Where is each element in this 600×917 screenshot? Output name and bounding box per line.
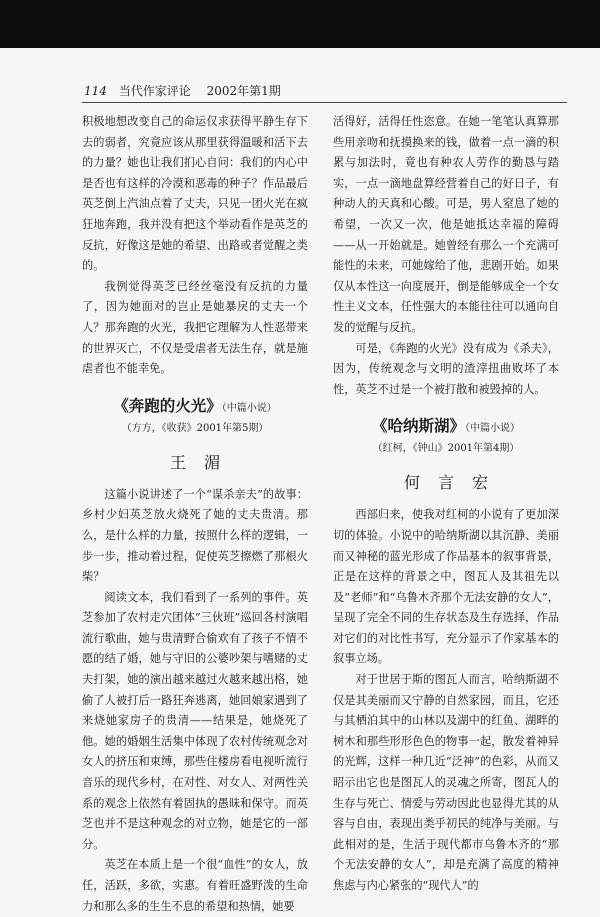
paragraph: 英芝在本质上是一个很“血性”的女人，放任，活跃，多欲，实惠。有着旺盛野泼的生命力和那么多的生生不息的希望和热情，她要 [82,858,308,913]
paragraph: 活得好，活得任性恣意。在她一笔笔认真算那些用亲吻和抚摸换来的钱，做着一点一滴的积累与加法时，竟也有种农人劳作的勤恳与踏实，一点一滴地盘算经营着自己的好日子，有种动人的天真和心酸。可是，男人窒息了她的希望，一次又一次，他是她抵达幸福的障碍——从一开始就是。她曾经有那么一个充满可能性的未来，可她嫁给了他，悲剧开始。如果仅从本性这一向度展开，倒是能够成全一个女性主义文本，任性强大的本能往往可以通向自发的觉醒与反抗。 [333,115,559,334]
article-genre: （中篇小说） [221,402,277,414]
page-number: 114 [84,84,107,98]
left-column [82,112,308,917]
issue-label: 2002年第1期 [206,84,281,98]
article-source: （红柯，《钟山》2001年第4期） [372,443,520,455]
right-column [333,112,559,897]
article-title-block [333,414,559,436]
journal-title: 当代作家评论 [118,84,191,98]
paragraph: 阅读文本，我们看到了一系列的事件。英芝参加了农村走穴团体“三伙班”巡回各村演唱流行歌曲，她与贵清野合偷欢有了孩子不情不愿的结了婚，她与守旧的公婆吵架与嗜赌的丈夫打架，她的演出越来越过火越来越出格，她偷了人被打后一路狂奔逃离，她回娘家遇到了来烧她家房子的贵清——结果是，她烧死了他。她的婚姻生活集中体现了农村传统观念对女人的挤压和束缚，那些住楼房看电视听流行音乐的现代乡村，在对性、对女人、对两性关系的观念上依然有着固执的愚昧和保守。而英芝也并不是这种观念的对立物，她是它的一部分。 [82,590,308,851]
article-title: 《哈纳斯湖》 [371,417,465,436]
top-black-band [0,0,600,48]
article-title: 《奔跑的火光》 [113,396,222,415]
paragraph: 可是，《奔跑的火光》没有成为《杀夫》，因为，传统观念与文明的渣滓扭曲败坏了本性，英芝不过是一个被打散和被毁掉的人。 [333,341,559,396]
running-header [84,82,564,99]
article-author: 王湄 [169,452,238,472]
paragraph: 西部归来，使我对红柯的小说有了更加深切的体验。小说中的哈纳斯湖以其沉静、美丽而又神秘的蓝光形成了作品基本的叙事背景，正是在这样的背景之中，图瓦人及其祖先以及“老师”和“乌鲁木齐那个无法安静的女人”，呈现了完全不同的生存状态及生存选择，作品对它们的对比性书写，充分显示了作家基本的叙事立场。 [333,508,559,666]
article-author: 何言宏 [403,473,506,493]
article-title-block [82,394,308,416]
article-genre: （中篇小说） [465,423,520,435]
paragraph: 我例觉得英芝已经丝毫没有反抗的力量了，因为她面对的岂止是她暴戾的丈夫一个人？那奔跑的火光，我把它理解为人性恶带来的世界灭亡，不仅是受虐者无法生存，就是施虐者也不能幸免。 [82,279,308,376]
header-rule [82,102,567,103]
paragraph: 对于世居于斯的图瓦人而言，哈纳斯湖不仅是其美丽而又宁静的自然家园，而且，它还与其栖泊其中的山林以及湖中的红鱼、湖畔的树木和那些形形色色的物事一起，散发着神异的光辉，这样一种几近“泛神”的色彩，从而又昭示出它也是图瓦人的灵魂之所寄，图瓦人的生存与死亡、情爱与劳动因此也显得尤其的从容与自由，表现出类乎初民的纯净与美丽。与此相对的是，生活于现代都市乌鲁木齐的“那个无法安静的女人”，却是充满了高度的精神焦虑与内心紧张的“现代人”的 [333,673,559,892]
paragraph: 积极地想改变自己的命运仅求获得平静生存下去的弱者，究竟应该从那里获得温暖和活下去的力量？她也让我们扪心自问：我们的内心中是否也有这样的冷漠和恶毒的种子？作品最后英芝倒上汽油点着了丈夫，只见一团火光在疯狂地奔跑，我并没有把这个举动看作是英芝的反抗，好像这是她的希望、出路或者觉醒之类的。 [82,115,308,273]
article-source: （方方，《收获》2001年第5期） [121,422,269,434]
paragraph: 这篇小说讲述了一个“谋杀亲夫”的故事：乡村少妇英芝放火烧死了她的丈夫贵清。那么，是什么样的力量，按照什么样的逻辑，一步一步，推动着过程，促使英芝擦燃了那根火柴？ [82,487,308,584]
